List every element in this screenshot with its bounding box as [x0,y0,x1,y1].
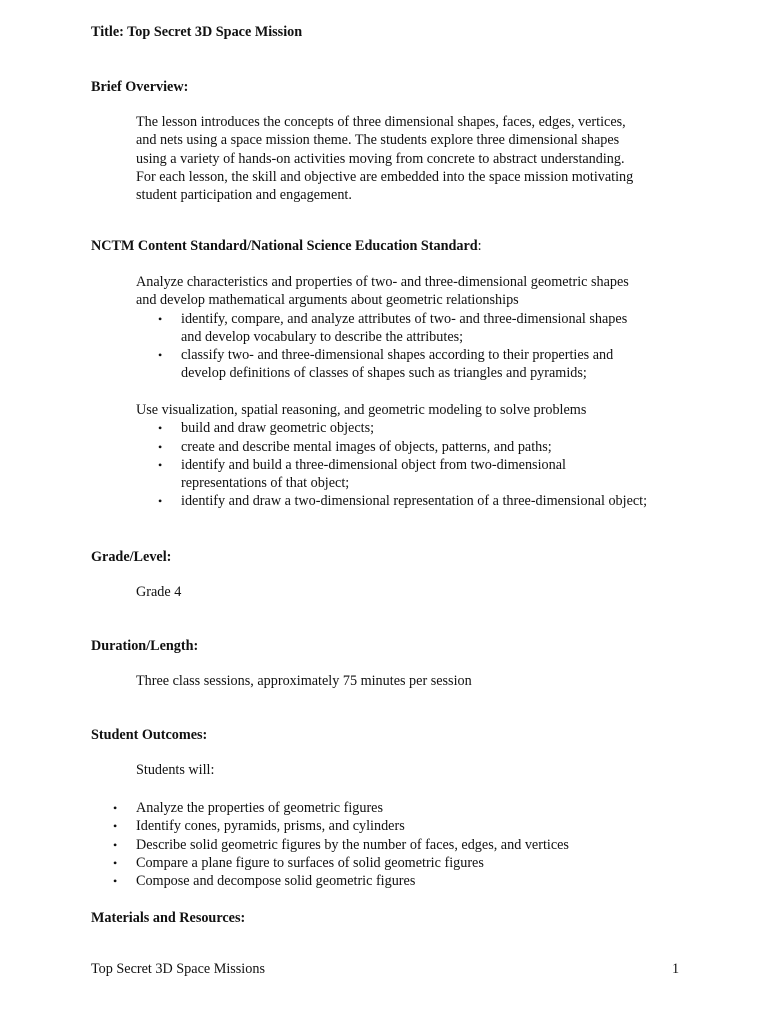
list-item-line: create and describe mental images of objects, patterns, and paths; [181,438,552,455]
list-item [136,492,647,510]
list-item [136,310,629,347]
list-item-line: develop definitions of classes of shapes such as triangles and pyramids; [181,365,587,382]
nctm-group-1 [136,273,629,383]
brief-overview-text [136,113,633,204]
grade-value: Grade 4 [136,584,182,600]
nctm-heading [91,238,482,255]
list-item [136,346,629,383]
bullet-icon: • [158,494,163,509]
list-item-line: identify, compare, and analyze attributes of two- and three-dimensional shapes [181,310,628,327]
text-line: The lesson introduces the concepts of three dimensional shapes, faces, edges, vertices, [136,114,626,130]
bullet-icon: • [158,311,163,326]
standard-intro-line: Analyze characteristics and properties of two- and three-dimensional geometric shapes [136,274,629,290]
list-item-line: build and draw geometric objects; [181,420,375,437]
list-item-line: and develop vocabulary to describe the attributes; [181,328,464,345]
duration-value: Three class sessions, approximately 75 minutes per session [136,673,472,689]
list-item-text: Identify cones, pyramids, prisms, and cylinders [136,818,405,835]
bullet-icon: • [158,439,163,454]
standard-bullet-list [136,310,629,383]
nctm-heading-colon: : [477,238,482,254]
list-item-line: representations of that object; [181,475,350,492]
grade-heading: Grade/Level: [91,549,172,565]
bullet-icon: • [113,801,118,815]
list-item [136,438,647,456]
nctm-group-2 [136,401,647,511]
list-item [91,872,569,890]
materials-heading: Materials and Resources: [91,910,246,926]
list-item-text: Compose and decompose solid geometric figures [136,873,416,890]
outcomes-list [91,799,569,890]
list-item [91,799,569,817]
page-number: 1 [672,961,680,977]
list-item-line: identify and build a three-dimensional object from two-dimensional [181,456,566,473]
footer-title: Top Secret 3D Space Missions [91,961,265,977]
text-line: student participation and engagement. [136,187,352,204]
list-item-line: identify and draw a two-dimensional representation of a three-dimensional object; [181,493,648,510]
text-line: For each lesson, the skill and objective are embedded into the space mission motivating [136,168,634,185]
outcomes-heading: Student Outcomes: [91,727,208,743]
list-item [136,419,647,437]
list-item-text: Compare a plane figure to surfaces of solid geometric figures [136,854,484,871]
text-line: and nets using a space mission theme. The students explore three dimensional shapes [136,132,620,149]
list-item-text: Analyze the properties of geometric figures [136,800,383,816]
list-item [91,854,569,872]
document-title: Title: Top Secret 3D Space Mission [91,24,303,40]
list-item [136,456,647,493]
nctm-heading-text: NCTM Content Standard/National Science Education Standard [91,238,478,254]
duration-heading: Duration/Length: [91,638,199,654]
list-item [91,836,569,854]
bullet-icon: • [113,837,118,852]
standard-bullet-list [136,419,647,510]
bullet-icon: • [113,874,118,889]
text-line: using a variety of hands-on activities moving from concrete to abstract understanding. [136,150,625,167]
bullet-icon: • [158,348,163,363]
list-item-line: classify two- and three-dimensional shapes according to their properties and [181,347,614,364]
standard-intro-line: and develop mathematical arguments about geometric relationships [136,292,519,309]
brief-overview-heading: Brief Overview: [91,79,189,95]
bullet-icon: • [113,855,118,870]
list-item [91,817,569,835]
outcomes-intro: Students will: [136,762,215,778]
standard-intro-line: Use visualization, spatial reasoning, and geometric modeling to solve problems [136,402,587,418]
bullet-icon: • [158,457,163,472]
bullet-icon: • [113,819,118,834]
bullet-icon: • [158,421,163,436]
list-item-text: Describe solid geometric figures by the number of faces, edges, and vertices [136,836,569,853]
